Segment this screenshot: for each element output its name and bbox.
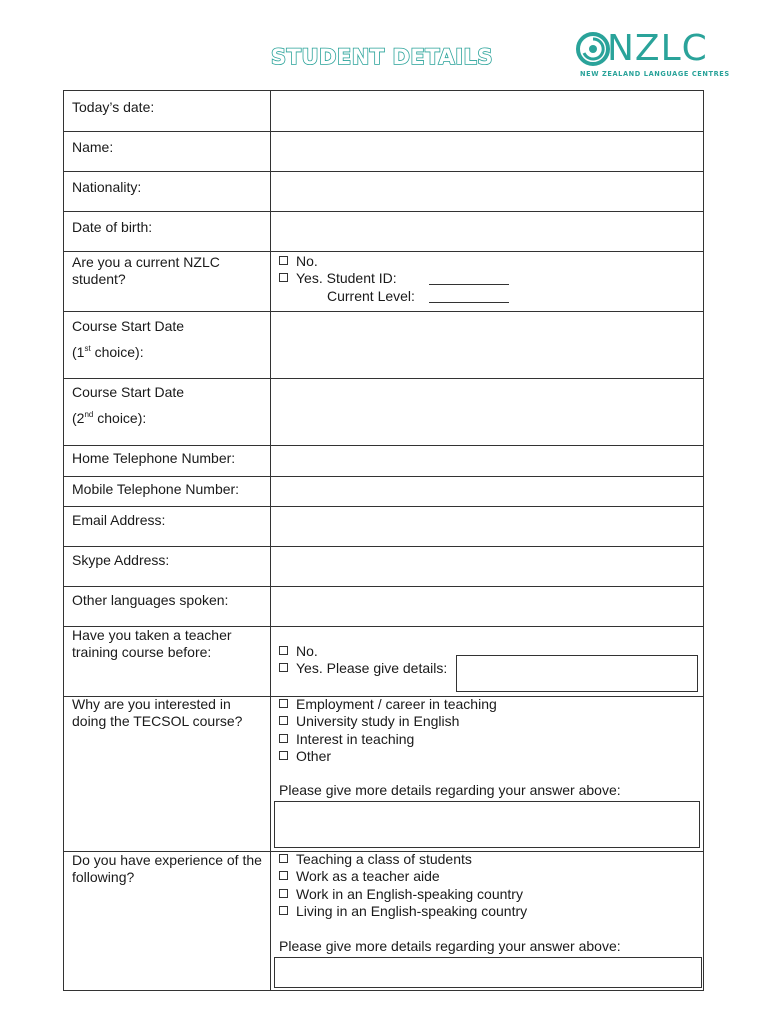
current-level-row: Current Level:: [279, 288, 509, 305]
skype-label: Skype Address:: [72, 552, 170, 568]
option-no[interactable]: No.: [279, 643, 447, 660]
course-start-1-choice: (1st choice):: [72, 344, 144, 360]
checkbox[interactable]: [279, 663, 288, 672]
checkbox[interactable]: [279, 906, 288, 915]
checkbox[interactable]: [279, 256, 288, 265]
logo-wordmark: NZLC: [607, 28, 708, 69]
todays-date-label: Today’s date:: [72, 99, 155, 115]
course-start-1-label: Course Start Date: [72, 318, 185, 334]
row-divider: [64, 131, 703, 132]
experience-details-prompt: Please give more details regarding your answer above:: [279, 938, 621, 954]
logo-subtitle: NEW ZEALAND LANGUAGE CENTRES: [580, 70, 730, 78]
other-languages-label: Other languages spoken:: [72, 592, 229, 608]
current-student-options: [279, 253, 509, 305]
current-level-field[interactable]: [429, 290, 509, 303]
experience-label: Do you have experience of the following?: [72, 852, 262, 885]
option-living-english[interactable]: Living in an English-speaking country: [279, 903, 527, 920]
row-divider: [64, 445, 703, 446]
column-divider: [270, 91, 271, 990]
row-divider: [64, 211, 703, 212]
interest-details-prompt: Please give more details regarding your answer above:: [279, 782, 621, 798]
option-no[interactable]: No.: [279, 253, 509, 270]
course-start-2-label: Course Start Date: [72, 384, 185, 400]
row-divider: [64, 378, 703, 379]
row-divider: [64, 311, 703, 312]
option-teaching-class[interactable]: Teaching a class of students: [279, 851, 527, 868]
row-divider: [64, 476, 703, 477]
course-start-2-choice: (2nd choice):: [72, 410, 147, 426]
row-divider: [64, 506, 703, 507]
option-teacher-aide[interactable]: Work as a teacher aide: [279, 868, 527, 885]
option-interest[interactable]: Interest in teaching: [279, 731, 497, 748]
training-details-field[interactable]: [456, 655, 698, 692]
checkbox[interactable]: [279, 751, 288, 760]
home-phone-label: Home Telephone Number:: [72, 450, 236, 466]
student-id-field[interactable]: [429, 272, 509, 285]
option-yes[interactable]: Yes. Student ID:: [279, 270, 509, 287]
option-work-english[interactable]: Work in an English-speaking country: [279, 886, 527, 903]
experience-details-field[interactable]: [274, 957, 702, 988]
row-divider: [64, 546, 703, 547]
option-yes[interactable]: Yes. Please give details:: [279, 660, 447, 677]
checkbox[interactable]: [279, 646, 288, 655]
row-divider: [64, 251, 703, 252]
interest-options: [279, 696, 497, 766]
option-employment[interactable]: Employment / career in teaching: [279, 696, 497, 713]
option-other[interactable]: Other: [279, 748, 497, 765]
dob-label: Date of birth:: [72, 219, 153, 235]
mobile-phone-label: Mobile Telephone Number:: [72, 481, 240, 497]
email-label: Email Address:: [72, 512, 166, 528]
row-divider: [64, 171, 703, 172]
name-label: Name:: [72, 139, 114, 155]
student-details-form: [63, 90, 704, 991]
teacher-training-label: Have you taken a teacher training course before:: [72, 627, 232, 660]
option-university[interactable]: University study in English: [279, 713, 497, 730]
checkbox[interactable]: [279, 871, 288, 880]
why-interested-label: Why are you interested in doing the TECSOL course?: [72, 696, 243, 729]
training-options: [279, 643, 447, 678]
page-title: STUDENT DETAILS: [271, 45, 494, 69]
checkbox[interactable]: [279, 273, 288, 282]
experience-options: [279, 851, 527, 921]
checkbox[interactable]: [279, 699, 288, 708]
interest-details-field[interactable]: [274, 801, 700, 848]
row-divider: [64, 586, 703, 587]
nationality-label: Nationality:: [72, 179, 142, 195]
checkbox[interactable]: [279, 889, 288, 898]
checkbox[interactable]: [279, 716, 288, 725]
current-student-label: Are you a current NZLC student?: [72, 254, 220, 287]
checkbox[interactable]: [279, 854, 288, 863]
checkbox[interactable]: [279, 734, 288, 743]
